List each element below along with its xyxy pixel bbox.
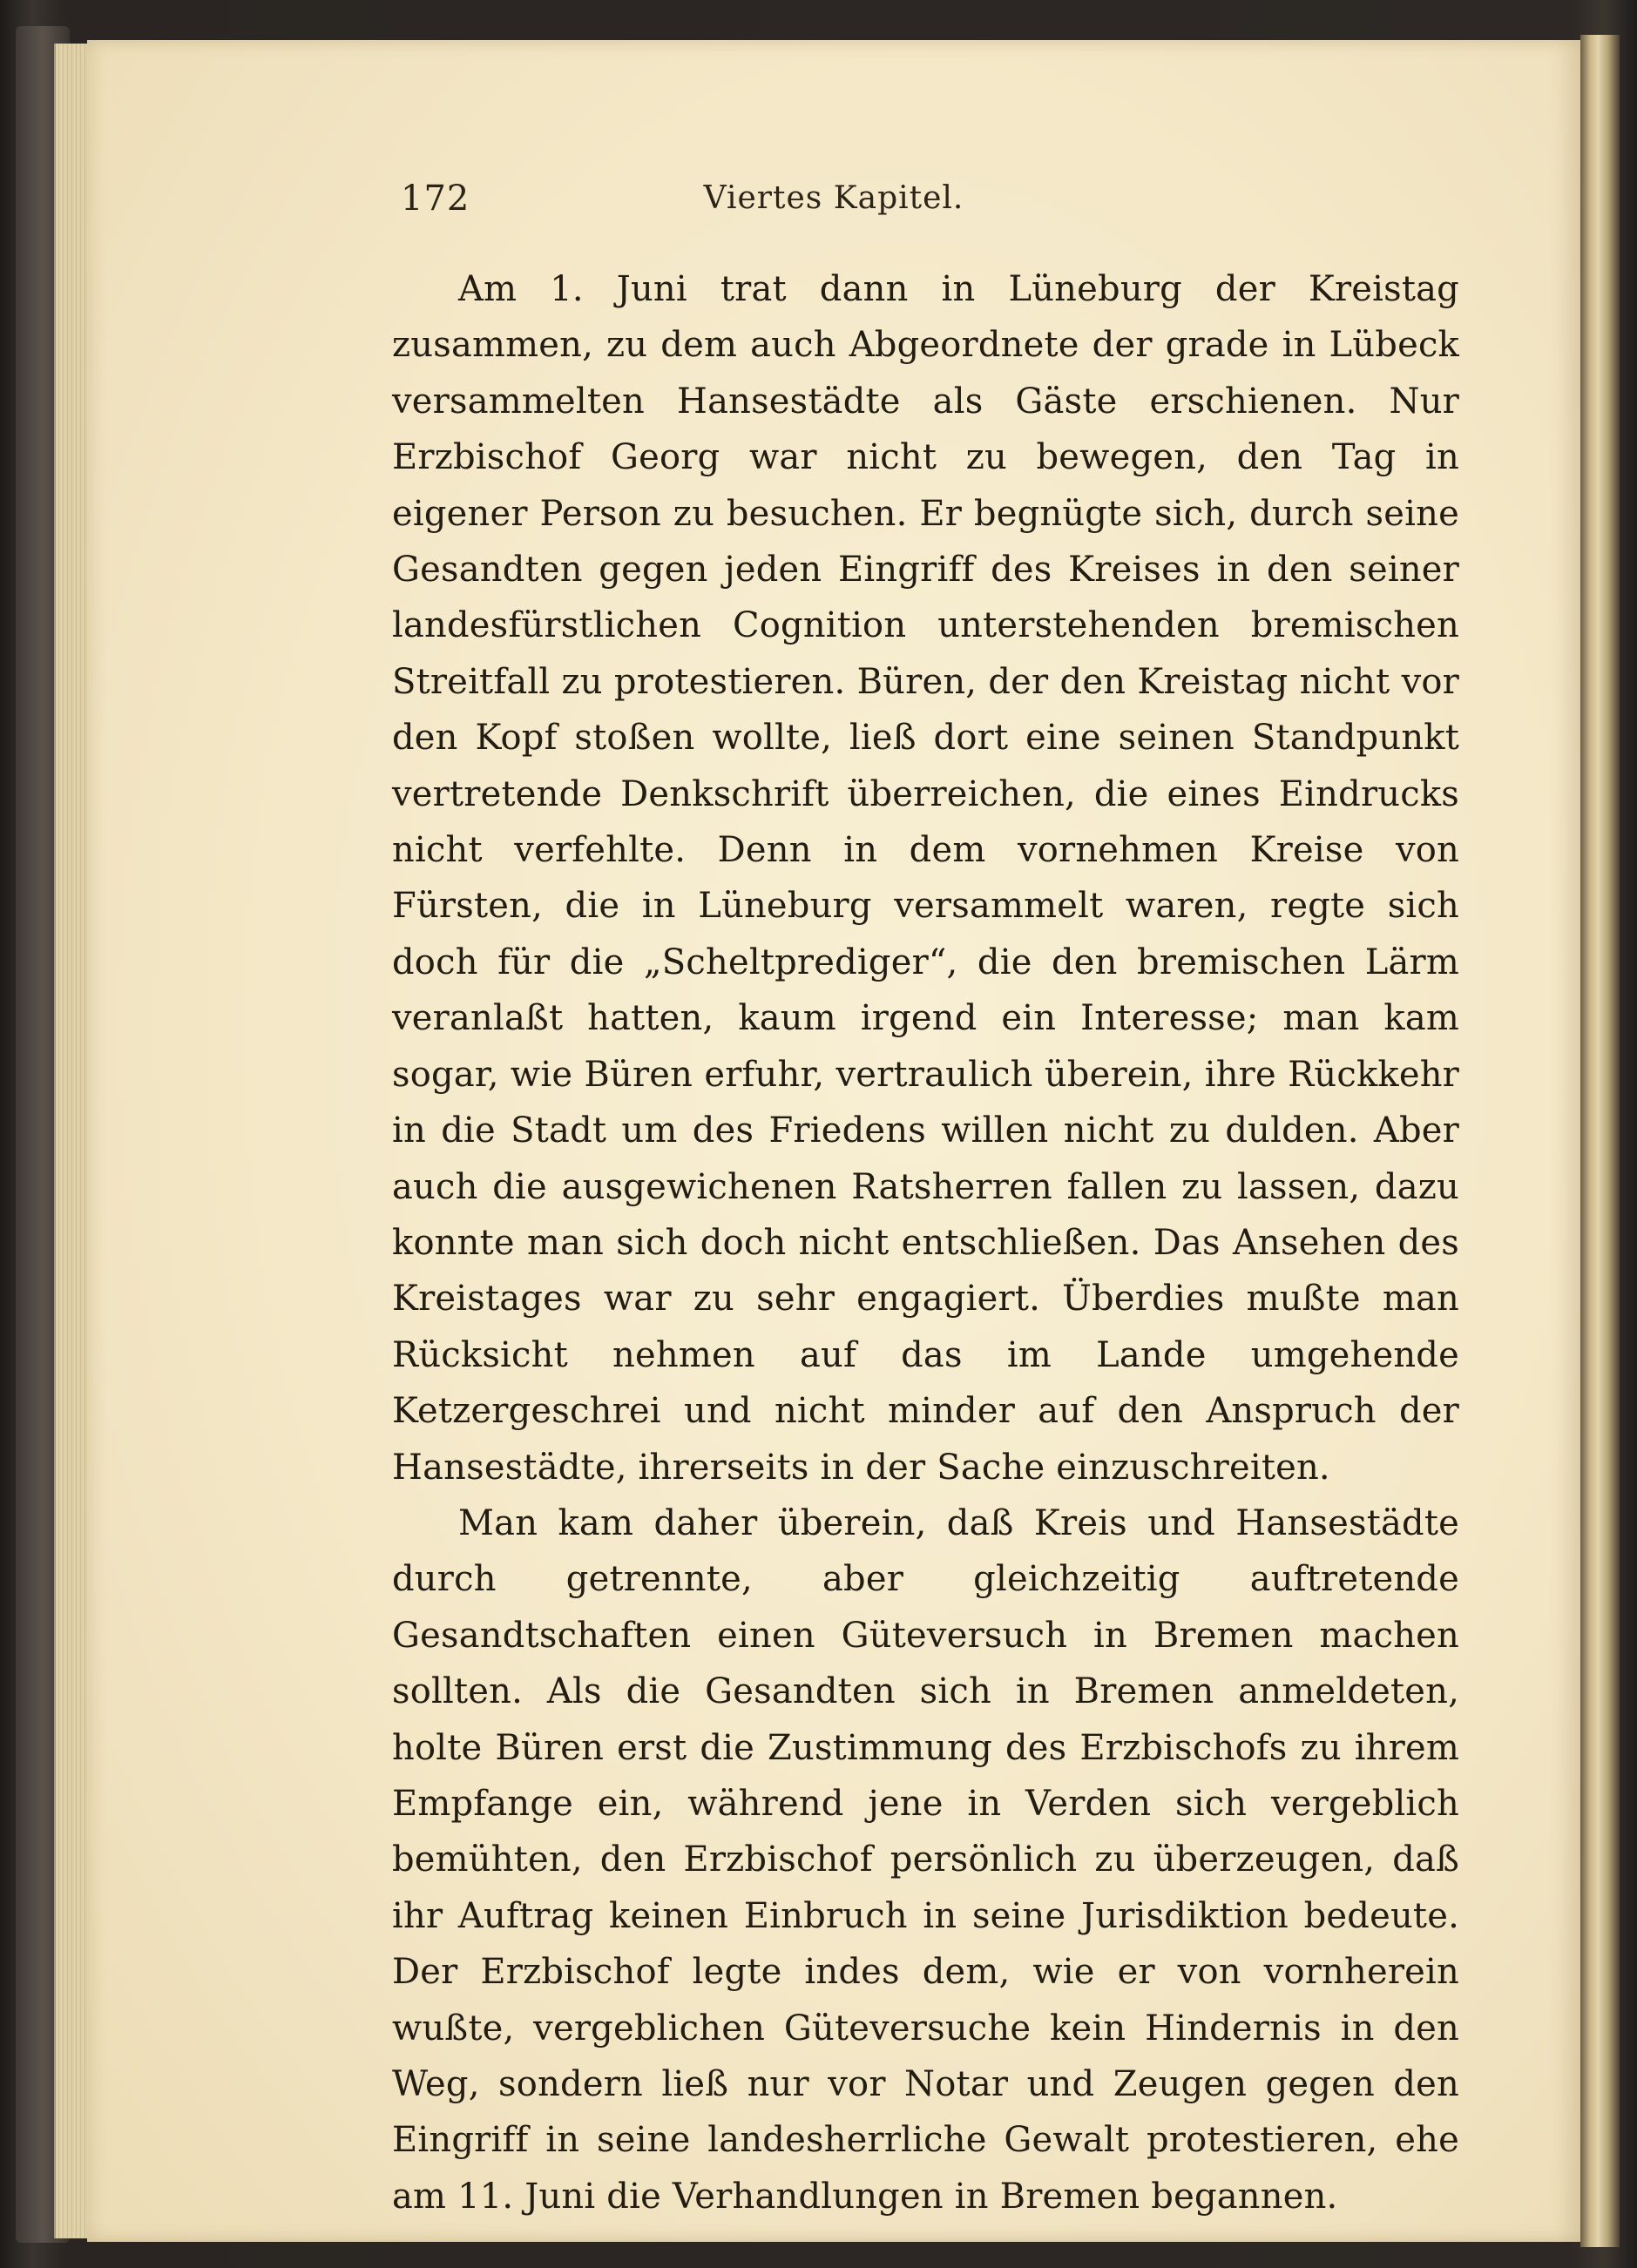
book-gutter xyxy=(1580,35,1620,2247)
paragraph: Man kam daher überein, daß Kreis und Hansestädte durch getrennte, aber gleichzeitig auftretende Gesandtschaften einen Güteversuch in Bremen machen sollten. Als die Gesandten sich in Bremen anmeldeten, holte Büren erst die Zustimmung des Erzbischofs zu ihrem Empfange ein, während jene in Verden sich vergeblich bemühten, den Erzbischof persönlich zu überzeugen, daß ihr Auftrag keinen Einbruch in seine Jurisdiktion bedeute. Der Erzbischof legte indes dem, wie er von vornherein wußte, vergeblichen Güteversuche kein Hindernis in den Weg, sondern ließ nur vor Notar und Zeugen gegen den Eingriff in seine landesherrliche Gewalt protestieren, ehe am 11. Juni die Verhandlungen in Bremen begannen. xyxy=(392,1502,1459,2217)
page-number: 172 xyxy=(401,179,470,219)
chapter-title: Viertes Kapitel. xyxy=(703,180,964,216)
body-text xyxy=(392,261,1459,2224)
paragraph: Am 1. Juni trat dann in Lüneburg der Kreistag zusammen, zu dem auch Abgeordnete der grade in Lübeck versammelten Hansestädte als Gäste erschienen. Nur Erzbischof Georg war nicht zu bewegen, den Tag in eigener Person zu besuchen. Er begnügte sich, durch seine Gesandten gegen jeden Eingriff des Kreises in den seiner landesfürstlichen Cognition unterstehenden bremischen Streitfall zu protestieren. Büren, der den Kreistag nicht vor den Kopf stoßen wollte, ließ dort eine seinen Standpunkt vertretende Denkschrift überreichen, die eines Eindrucks nicht verfehlte. Denn in dem vornehmen Kreise von Fürsten, die in Lüneburg versammelt waren, regte sich doch für die „Scheltprediger“, die den bremischen Lärm veranlaßt hatten, kaum irgend ein Interesse; man kam sogar, wie Büren erfuhr, vertraulich überein, ihre Rückkehr in die Stadt um des Friedens willen nicht zu dulden. Aber auch die ausgewichenen Ratsherren fallen zu lassen, dazu konnte man sich doch nicht entschließen. Das Ansehen des Kreistages war zu sehr engagiert. Überdies mußte man Rücksicht nehmen auf das im Lande umgehende Ketzergeschrei und nicht minder auf den Anspruch der Hansestädte, ihrerseits in der Sache einzuschreiten. xyxy=(392,269,1459,1488)
running-head xyxy=(87,179,1580,231)
